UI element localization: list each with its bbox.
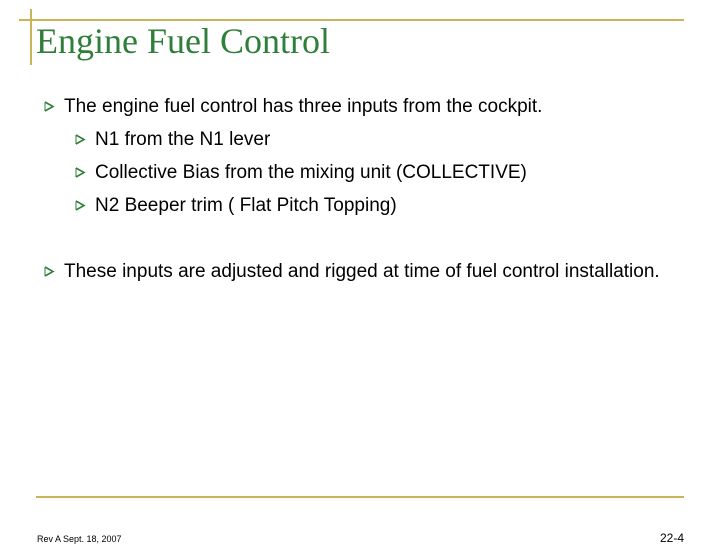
arrow-bullet-icon	[75, 127, 95, 152]
footer-page-number: 22-4	[659, 531, 684, 545]
sub-bullet-item	[75, 160, 527, 185]
footer-revision-date: Rev A Sept. 18, 2007	[37, 534, 122, 544]
arrow-bullet-icon	[75, 160, 95, 185]
sub-bullet-item	[75, 127, 270, 152]
bullet-item	[44, 259, 664, 284]
bullet-text: The engine fuel control has three inputs from the cockpit.	[64, 96, 543, 117]
slide-title: Engine Fuel Control	[36, 21, 330, 61]
bullet-text: These inputs are adjusted and rigged at time of fuel control installation.	[64, 261, 660, 282]
bullet-item	[44, 94, 542, 119]
sub-bullet-item	[75, 193, 397, 218]
sub-bullet-text: N1 from the N1 lever	[95, 129, 271, 150]
arrow-bullet-icon	[75, 193, 95, 218]
sub-bullet-text: Collective Bias from the mixing unit (COLLECTIVE)	[95, 162, 527, 183]
title-frame-vertical-line	[30, 9, 32, 65]
arrow-bullet-icon	[44, 259, 64, 284]
footer-divider	[36, 496, 684, 498]
arrow-bullet-icon	[44, 94, 64, 119]
sub-bullet-text: N2 Beeper trim ( Flat Pitch Topping)	[95, 195, 397, 216]
